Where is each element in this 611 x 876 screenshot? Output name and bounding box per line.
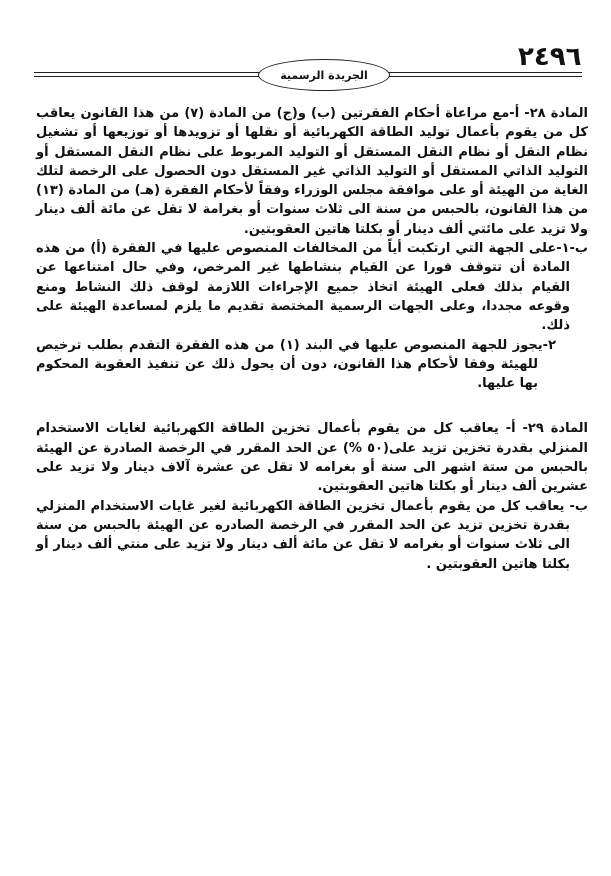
article-28-clause-b1: ب-١-على الجهة التي ارتكبت أياً من المخالفات المنصوص عليها في الفقرة (أ) من هذه المادة أن تتوقف فورا عن القيام بنشاطها غير المرخص، وفي حال امتناعها عن القيام بذلك فعلى الهيئة اتخاذ جميع الإجراءات اللازمة لوقف ذلك النشاط ومنع وقوعه مجددا، وعلى الجهات الرسمية المختصة تقديم ما يلزم لمساعدة الهيئة على ذلك. (36, 241, 588, 334)
article-29-clause-a: المادة ٢٩- أ- يعاقب كل من يقوم بأعمال تخزين الطاقة الكهربائية لغايات الاستخدام المنزلي بقدرة تخزين تزيد على(٥٠ %) عن الحد المقرر في الرخصة الصادرة عن الهيئة بالحبس من ستة اشهر الى سنة أو بغرامه لا تقل عن عشرة آلاف دينار ولا تزيد على عشرين ألف دينار أو بكلتا هاتين العقوبتين. (36, 421, 588, 495)
article-28-clause-b2: ٢-يجوز للجهة المنصوص عليها في البند (١) من هذه الفقرة التقدم بطلب ترخيص للهيئة وفقا لأحكام هذا القانون، دون أن يحول ذلك عن تنفيذ العقوبة المحكوم بها عليها. (36, 337, 556, 392)
gazette-title: الجريدة الرسمية (280, 68, 368, 82)
page-number: ٢٤٩٦ (518, 42, 582, 72)
page-body (36, 104, 588, 574)
article-28-clause-a: المادة ٢٨- أ-مع مراعاة أحكام الفقرتين (ب) و(ج) من المادة (٧) من هذا القانون يعاقب كل من يقوم بأعمال توليد الطاقة الكهربائية أو نقلها أو تزويدها أو توزيعها أو تشغيل نظام النقل أو نظام النقل المستقل أو التوليد المربوط على نظام النقل المستقل أو التوليد الذاتي المستقل أو التوليد الذاتي غير المستقل دون الحصول على الرخصة لتلك الغاية من الهيئة أو على موافقة مجلس الوزراء وفقاً لأحكام الفقرة (هـ) من المادة (١٣) من هذا القانون، بالحبس من سنة الى ثلاث سنوات أو بغرامة لا تقل عن مائة ألف دينار ولا تزيد على مائتي ألف دينار أو بكلتا هاتين العقوبتين. (36, 106, 588, 237)
gazette-title-badge (258, 59, 390, 91)
article-separator (36, 393, 588, 419)
article-29-clause-b: ب- يعاقب كل من يقوم بأعمال تخزين الطاقة الكهربائية لغير غايات الاستخدام المنزلي بقدرة تخزين تزيد عن الحد المقرر في الرخصة الصادره عن الهيئة بالحبس من سنة الى ثلاث سنوات أو بغرامه لا تقل عن مائة ألف دينار ولا تزيد على منتي ألف دينار أو بكلتا هاتين العقوبتين . (36, 498, 588, 572)
